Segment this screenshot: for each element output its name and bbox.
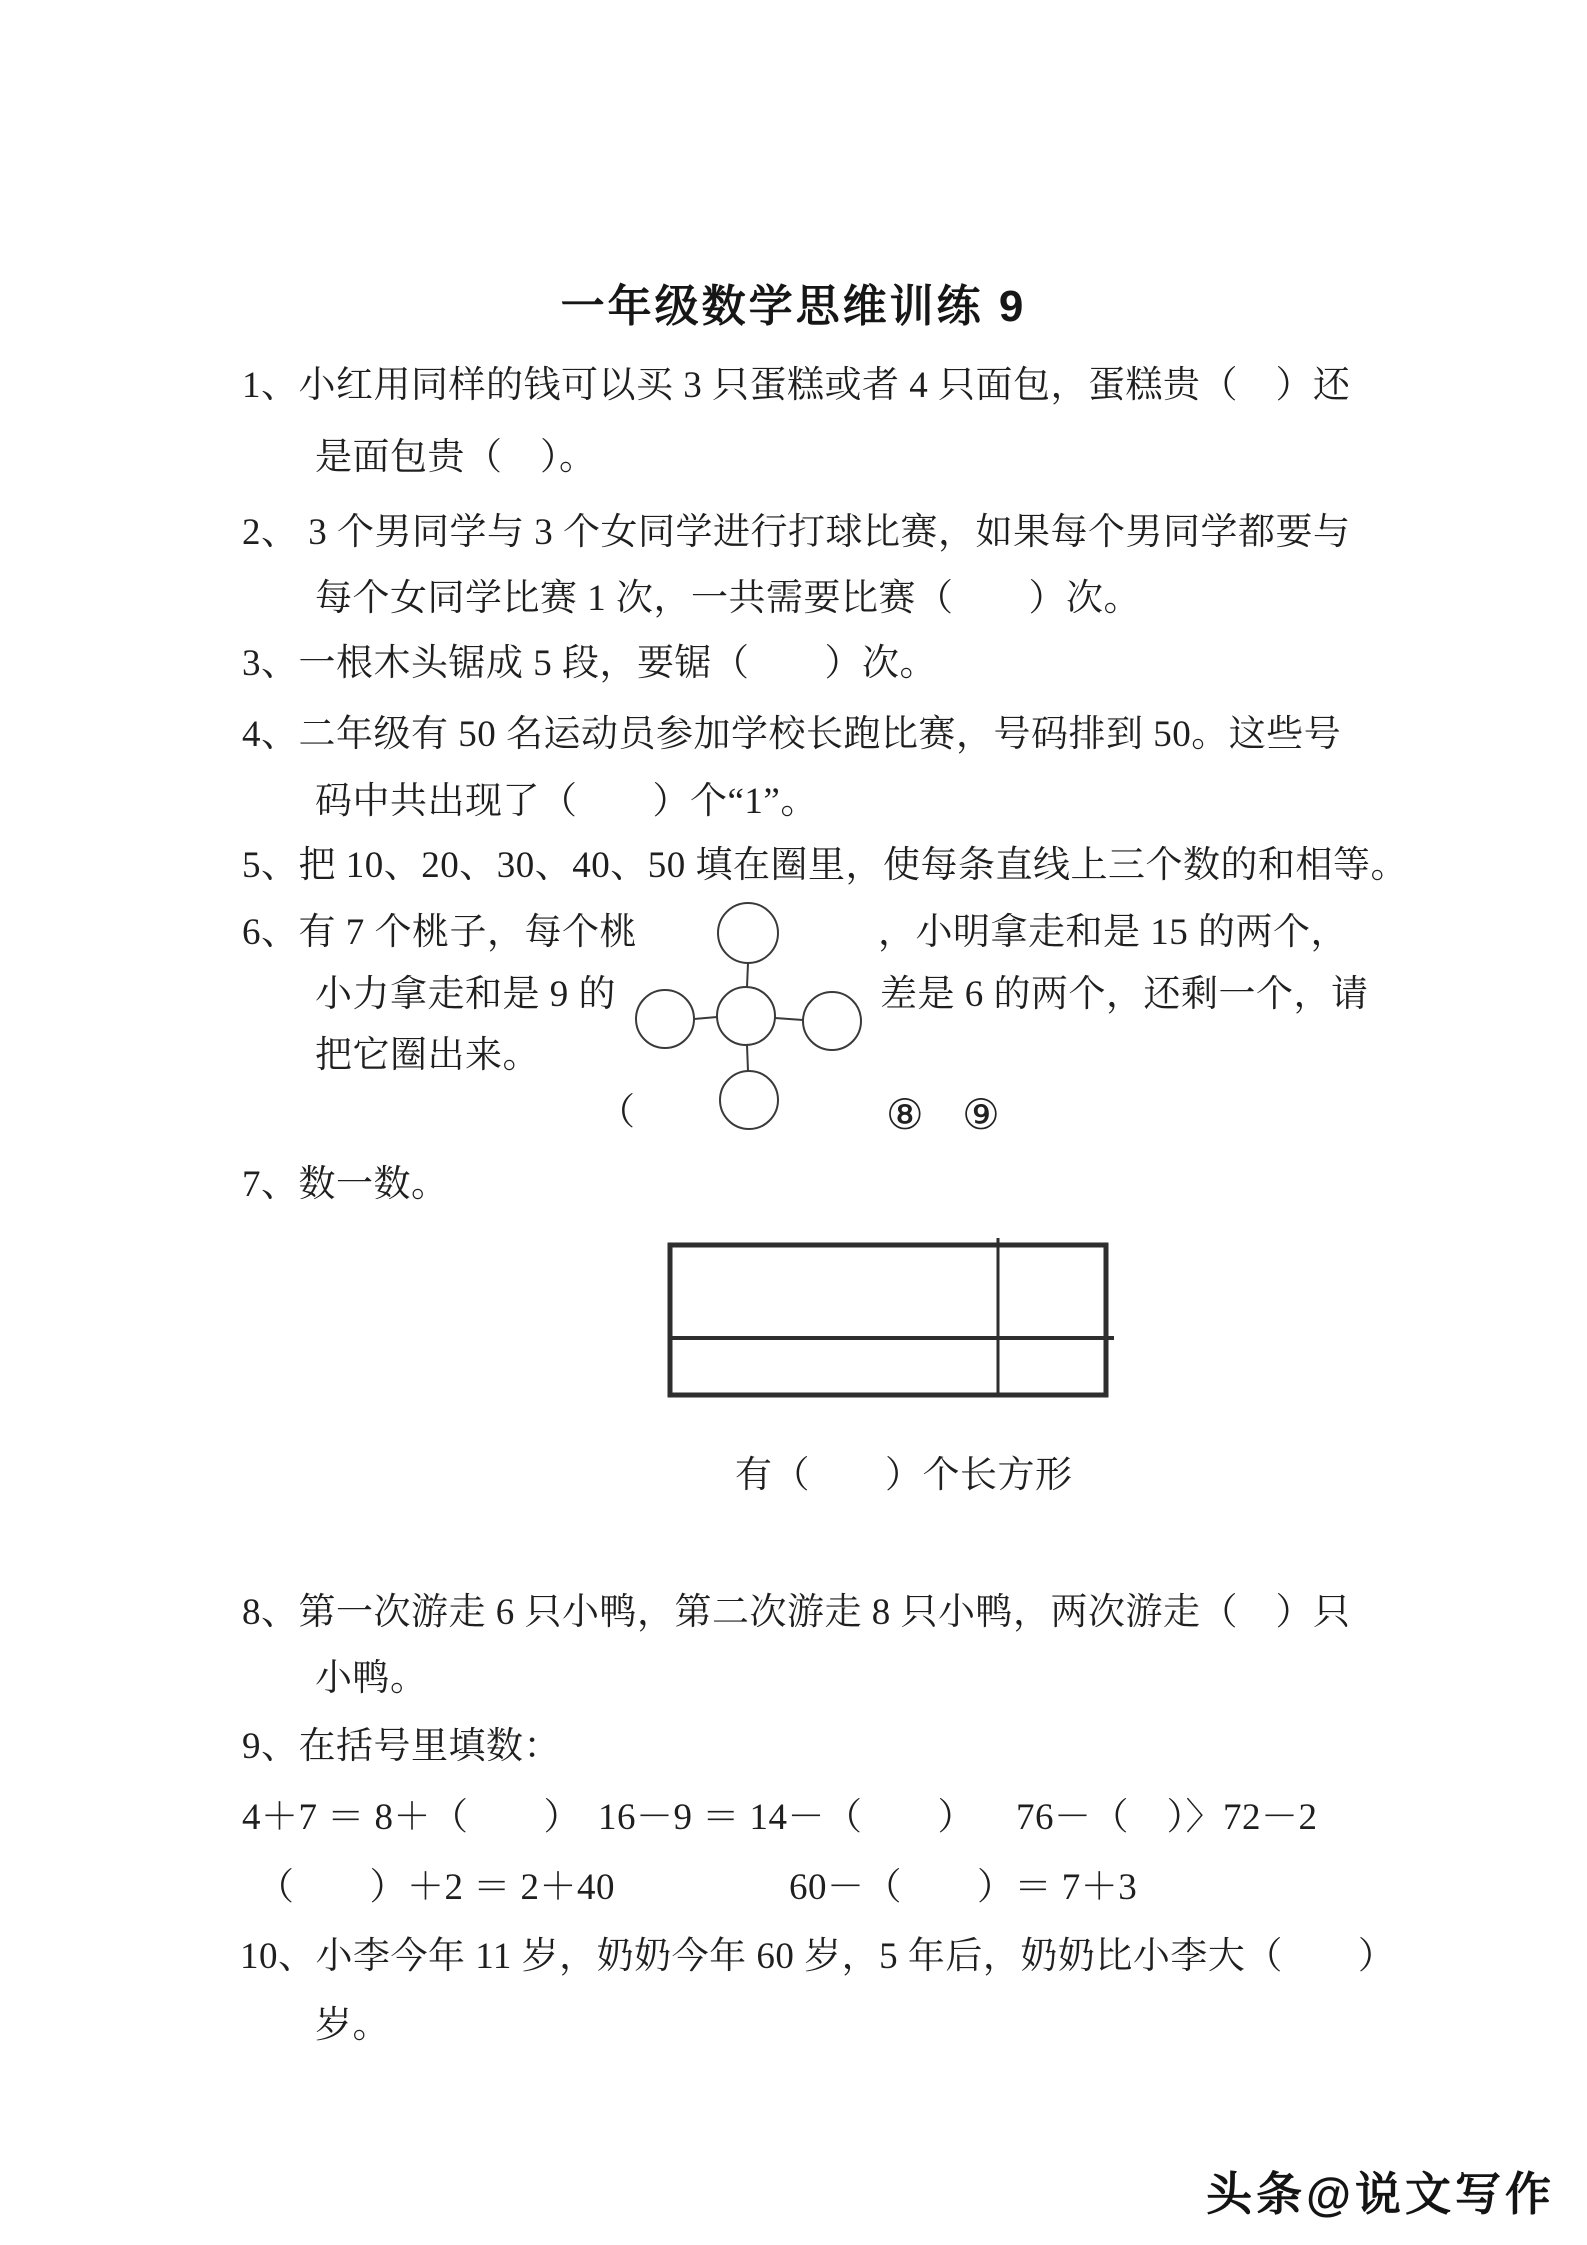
question-7-caption: 有（ ）个长方形 [735,1455,1073,1496]
question-6-line-3: 把它圈出来。 [315,1035,540,1076]
watermark: 头条@说文写作 [1206,2168,1555,2220]
question-5-line: 5、把 10、20、30、40、50 填在圈里，使每条直线上三个数的和相等。 [242,845,1408,886]
equation-4: （ ）＋2 ＝ 2＋40 [257,1867,615,1908]
question-9-line: 9、在括号里填数： [242,1726,561,1767]
question-6-line-1-left: 6、有 7 个桃子，每个桃 [242,912,637,953]
equation-3: 76－（ ）〉72－2 [1016,1797,1318,1838]
question-1-line-1: 1、小红用同样的钱可以买 3 只蛋糕或者 4 只面包，蛋糕贵（ ）还 [242,365,1351,406]
question-2-line-1: 2、 3 个男同学与 3 个女同学进行打球比赛，如果每个男同学都要与 [242,512,1351,553]
question-8-line-1: 8、第一次游走 6 只小鸭，第二次游走 8 只小鸭，两次游走（ ）只 [242,1592,1351,1633]
connector-left [694,1017,717,1019]
number-circles-diagram [600,890,900,1140]
question-6-open-paren: （ [598,1092,636,1133]
equation-1: 4＋7 ＝ 8＋（ ） [242,1797,581,1838]
question-1-line-2: 是面包贵（ ）。 [315,437,597,478]
question-2-line-2: 每个女同学比赛 1 次，一共需要比赛（ ）次。 [315,578,1141,619]
connector-top [747,963,748,987]
question-3-line: 3、一根木头锯成 5 段，要锯（ ）次。 [242,643,937,684]
equation-5: 60－（ ）＝ 7＋3 [789,1867,1138,1908]
circle-right [803,992,861,1050]
circle-top [718,903,778,963]
rectangle-grid-diagram [664,1236,1124,1406]
connector-bottom [747,1045,748,1071]
question-6-line-1-right: ，小明拿走和是 15 的两个， [878,912,1348,953]
circle-bottom [720,1071,778,1129]
outer-rectangle [670,1245,1106,1395]
question-8-line-2: 小鸭。 [315,1658,428,1699]
circle-center [717,987,775,1045]
circle-left [636,990,694,1048]
connector-right [775,1018,803,1020]
question-6-line-2-left: 小力拿走和是 9 的 [315,974,616,1015]
equation-2: 16－9 ＝ 14－（ ） [598,1797,975,1838]
question-10-line-2: 岁。 [315,2005,390,2046]
question-7-line: 7、数一数。 [242,1164,449,1205]
question-4-line-1: 4、二年级有 50 名运动员参加学校长跑比赛，号码排到 50。这些号 [242,714,1342,755]
question-10-line-1: 10、小李今年 11 岁，奶奶今年 60 岁，5 年后，奶奶比小李大（ ） [240,1936,1396,1977]
question-4-line-2: 码中共出现了（ ）个“1”。 [315,781,818,822]
question-6-circled-numbers: ⑧ ⑨ [886,1093,1014,1139]
page-title: 一年级数学思维训练 9 [560,282,1027,331]
question-6-line-2-right: 差是 6 的两个，还剩一个，请 [880,974,1369,1015]
